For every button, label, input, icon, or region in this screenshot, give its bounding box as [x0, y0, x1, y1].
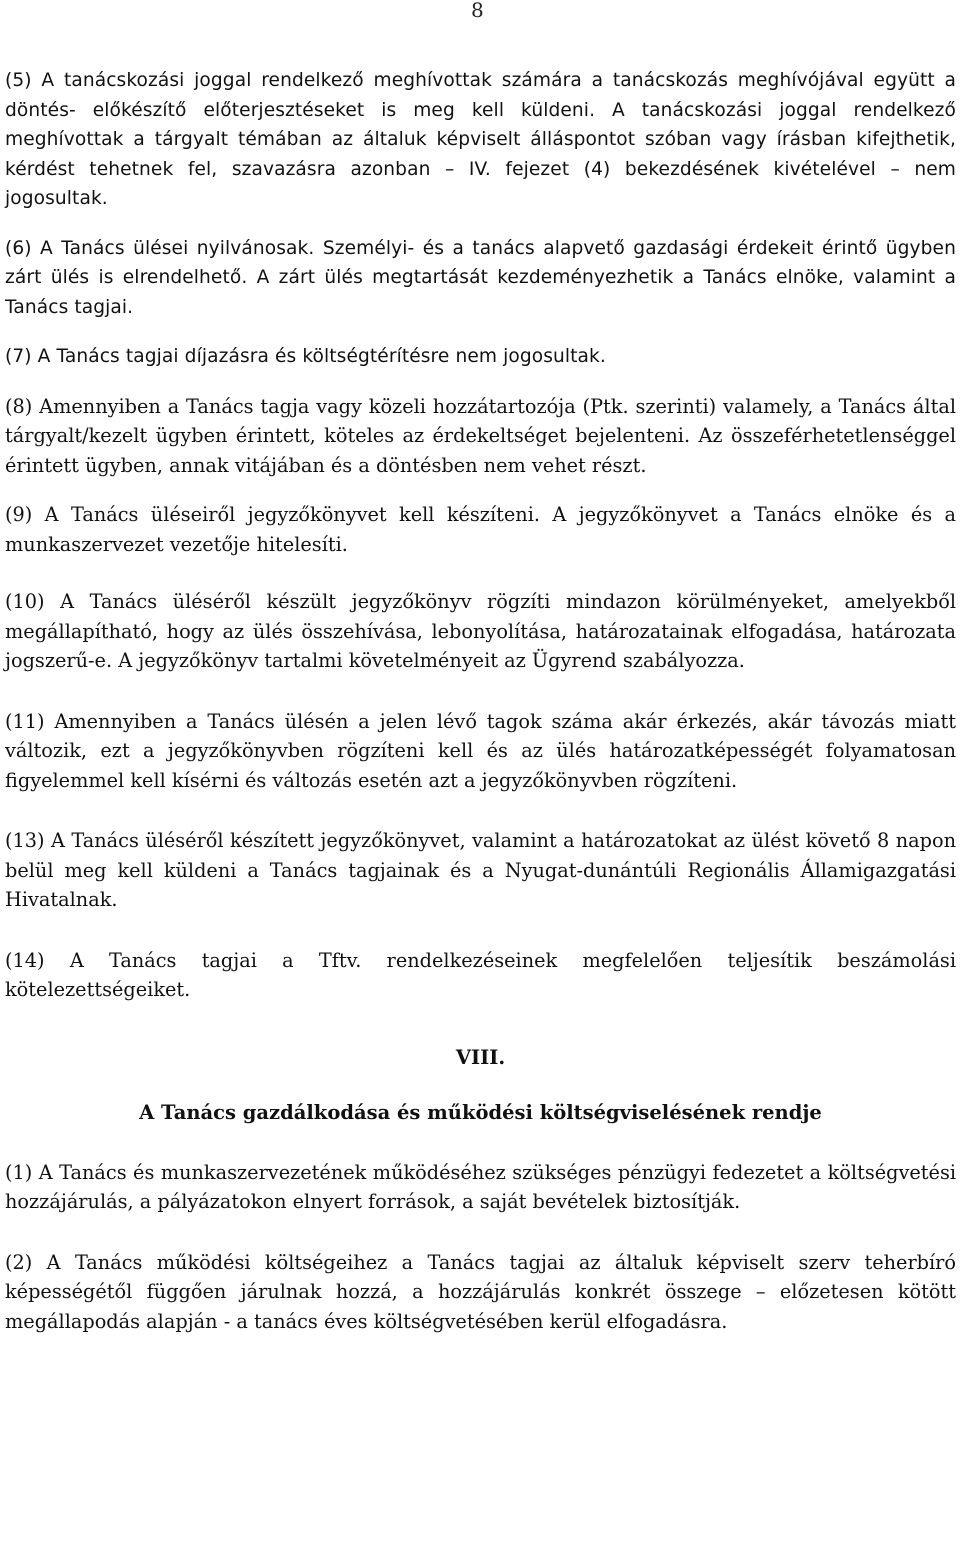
section-paragraph-1: (1) A Tanács és munkaszervezetének működéséhez szükséges pénzügyi fedezetet a költségvetési hozzájárulás, a pályázatokon elnyert források, a saját bevételek biztosítják. [5, 1160, 956, 1213]
paragraph-8: (8) Amennyiben a Tanács tagja vagy közeli hozzátartozója (Ptk. szerinti) valamely, a Tanács által tárgyalt/kezelt ügyben érintett, köteles az érdekeltséget bejelenteni. Az összeférhetetlenséggel érintett ügyben, annak vitájában és a döntésben nem vehet részt. [5, 394, 956, 477]
paragraph-9: (9) A Tanács üléseiről jegyzőkönyvet kell készíteni. A jegyzőkönyvet a Tanács elnöke és a munkaszervezet vezetője hitelesíti. [5, 503, 956, 556]
section-paragraph-2: (2) A Tanács működési költségeihez a Tanács tagjai az általuk képviselt szerv teherbíró képességétől függően járulnak hozzá, a hozzájárulás konkrét összege – előzetesen kötött megállapodás alapján - a tanács éves költségvetésében kerül elfogadásra. [5, 1250, 956, 1333]
paragraph-10: (10) A Tanács üléséről készült jegyzőkönyv rögzíti mindazon körülményeket, amelyekből megállapítható, hogy az ülés összehívása, lebonyolítása, határozatainak elfogadása, határozata jogszerű-e. A jegyzőkönyv tartalmi követelményeit az Ügyrend szabályozza. [5, 590, 956, 672]
paragraph-11: (11) Amennyiben a Tanács ülésén a jelen lévő tagok száma akár érkezés, akár távozás miatt változik, ezt a jegyzőkönyvben rögzíteni kell és az ülés határozatképességét folyamatosan figyelemmel kell kísérni és változás esetén azt a jegyzőkönyvben rögzíteni. [5, 709, 956, 792]
section-number: VIII. [455, 1045, 506, 1069]
paragraph-13: (13) A Tanács üléséről készített jegyzőkönyvet, valamint a határozatokat az ülést követő 8 napon belül meg kell küldeni a Tanács tagjainak és a Nyugat-dunántúli Regionális Államigazgatási Hivatalnak. [5, 829, 956, 911]
paragraph-5: (5) A tanácskozási joggal rendelkező meghívottak számára a tanácskozás meghívójával együtt a döntés- előkészítő előterjesztéseket is meg kell küldeni. A tanácskozási joggal rendelkező meghívottak a tárgyalt témában az általuk képviselt álláspontot szóban vagy írásban kifejthetik, kérdést tehetnek fel, szavazásra azonban – IV. fejezet (4) bekezdésének kivételével – nem jogosultak. [5, 70, 956, 209]
paragraph-14: (14) A Tanács tagjai a Tftv. rendelkezéseinek megfelelően teljesítik beszámolási kötelezettségeiket. [5, 948, 956, 1001]
page-number: 8 [471, 0, 484, 22]
document-body [5, 66, 956, 1336]
paragraph-7: (7) A Tanács tagjai díjazásra és költségtérítésre nem jogosultak. [5, 346, 606, 367]
section-title: A Tanács gazdálkodása és működési költségviselésének rendje [139, 1100, 822, 1124]
paragraph-6: (6) A Tanács ülései nyilvánosak. Személyi- és a tanács alapvető gazdasági érdekeit érintő ügyben zárt ülés is elrendelhető. A zárt ülés megtartását kezdeményezhetik a Tanács elnöke, valamint a Tanács tagjai. [5, 237, 956, 318]
